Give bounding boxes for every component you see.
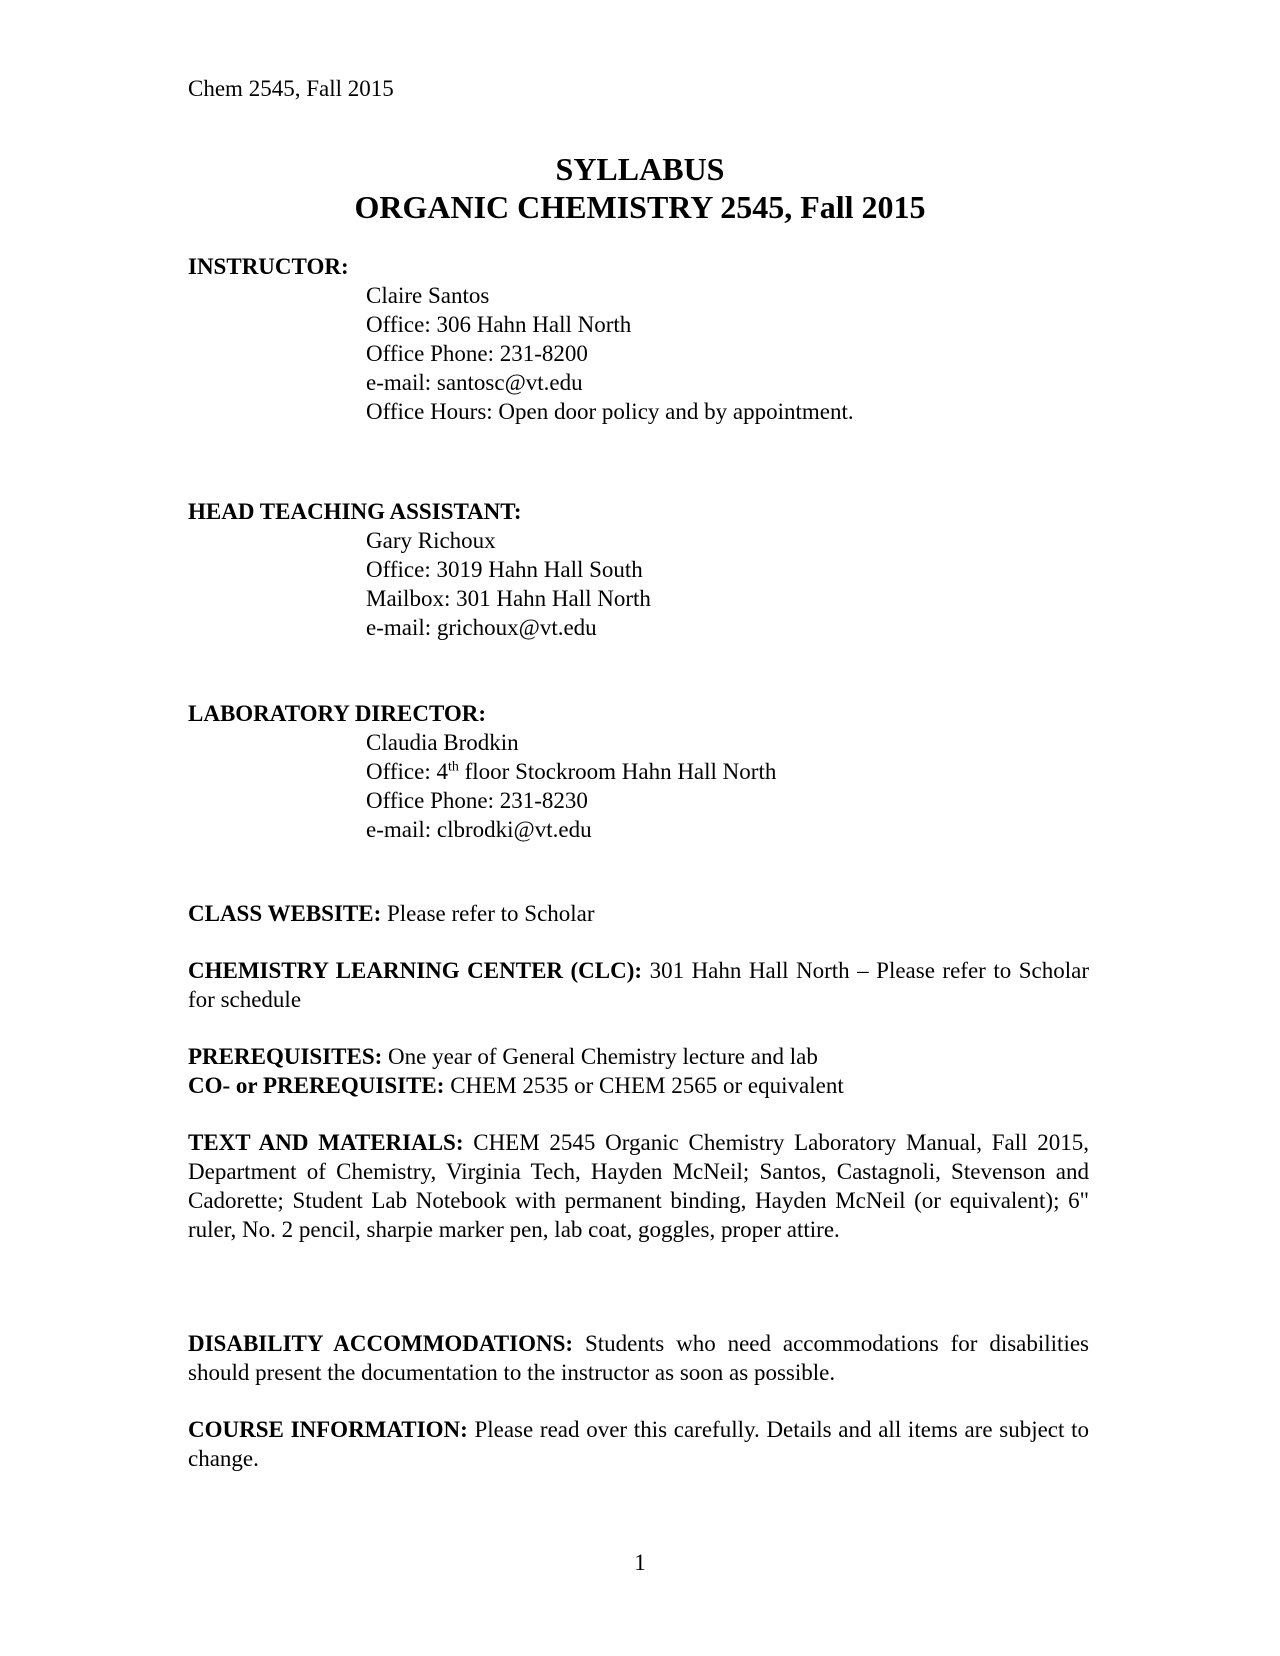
- prerequisites-label: PREREQUISITES:: [188, 1044, 383, 1069]
- head-ta-name: Gary Richoux: [366, 528, 496, 553]
- class-website-paragraph: [188, 899, 1089, 928]
- course-info-text: Please read over this carefully. Details and all items are subject to change.: [188, 1417, 1090, 1471]
- lab-director-email: e-mail: clbrodki@vt.edu: [366, 817, 592, 842]
- head-ta-mailbox: Mailbox: 301 Hahn Hall North: [366, 586, 651, 611]
- lab-director-details: [366, 728, 776, 844]
- title-line-syllabus: SYLLABUS: [555, 151, 725, 187]
- lab-director-heading: LABORATORY DIRECTOR:: [188, 701, 487, 726]
- instructor-heading: INSTRUCTOR:: [188, 254, 349, 279]
- instructor-hours: Office Hours: Open door policy and by appointment.: [366, 399, 854, 424]
- clc-label: CHEMISTRY LEARNING CENTER (CLC):: [188, 958, 643, 983]
- course-info-label: COURSE INFORMATION:: [188, 1417, 468, 1442]
- instructor-phone: Office Phone: 231-8200: [366, 341, 588, 366]
- instructor-details: [366, 281, 854, 426]
- text-materials-text: CHEM 2545 Organic Chemistry Laboratory Manual, Fall 2015, Department of Chemistry, Virginia Tech, Hayden McNeil; Santos, Castagnoli, Stevenson and Cadorette; Student Lab Notebook with permanent binding, Hayden McNeil (or equivalent); 6" ruler, No. 2 pencil, sharpie marker pen, lab coat, goggles, proper attire.: [188, 1130, 1089, 1242]
- coprerequisite-text: CHEM 2535 or CHEM 2565 or equivalent: [444, 1073, 844, 1098]
- instructor-name: Claire Santos: [366, 283, 490, 308]
- head-ta-details: [366, 526, 651, 642]
- prerequisites-text: One year of General Chemistry lecture and lab: [382, 1044, 818, 1069]
- lab-director-office: Office: 4th floor Stockroom Hahn Hall North: [366, 759, 777, 784]
- instructor-email: e-mail: santosc@vt.edu: [366, 370, 583, 395]
- lab-director-name: Claudia Brodkin: [366, 730, 519, 755]
- clc-text: 301 Hahn Hall North – Please refer to Scholar for schedule: [188, 958, 1089, 1012]
- head-ta-office: Office: 3019 Hahn Hall South: [366, 557, 643, 582]
- disability-label: DISABILITY ACCOMMODATIONS:: [188, 1331, 574, 1356]
- head-ta-heading: HEAD TEACHING ASSISTANT:: [188, 499, 522, 524]
- text-materials-paragraph: [188, 1128, 1089, 1244]
- disability-paragraph: [188, 1329, 1089, 1387]
- instructor-office: Office: 306 Hahn Hall North: [366, 312, 632, 337]
- class-website-label: CLASS WEBSITE:: [188, 901, 382, 926]
- coprerequisite-paragraph: [188, 1071, 1089, 1100]
- running-header: Chem 2545, Fall 2015: [188, 76, 394, 101]
- coprerequisite-label: CO- or PREREQUISITE:: [188, 1073, 445, 1098]
- head-ta-email: e-mail: grichoux@vt.edu: [366, 615, 597, 640]
- text-materials-label: TEXT AND MATERIALS:: [188, 1130, 464, 1155]
- clc-paragraph: [188, 956, 1089, 1014]
- page-number: 1: [634, 1550, 646, 1575]
- course-info-paragraph: [188, 1415, 1089, 1473]
- document-title: [0, 150, 1280, 226]
- disability-text: Students who need accommodations for disabilities should present the documentation to the instructor as soon as possible.: [188, 1331, 1090, 1385]
- prerequisites-paragraph: [188, 1042, 1089, 1071]
- lab-director-phone: Office Phone: 231-8230: [366, 788, 588, 813]
- title-line-course: ORGANIC CHEMISTRY 2545, Fall 2015: [354, 189, 926, 225]
- class-website-text: Please refer to Scholar: [381, 901, 595, 926]
